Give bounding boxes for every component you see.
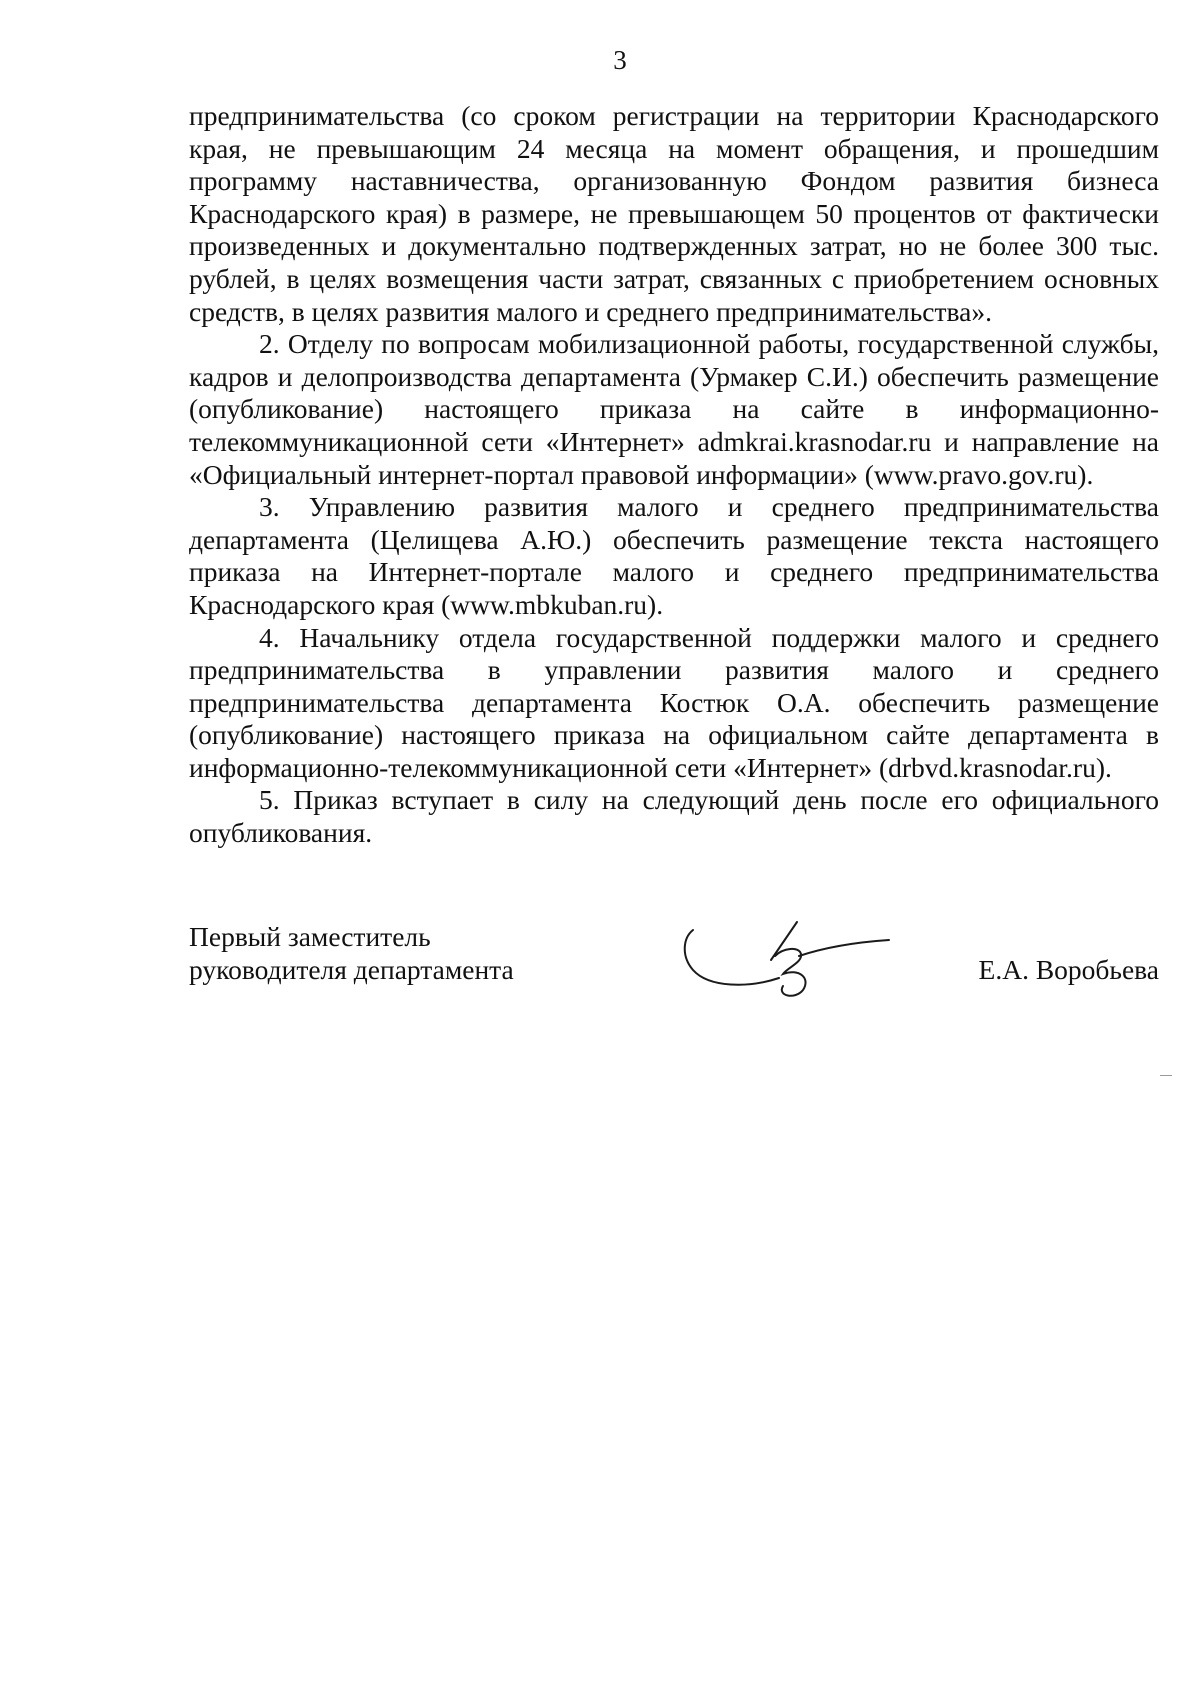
signer-title-line-2: руководителя департамента (189, 954, 514, 985)
scan-margin-mark (1160, 1075, 1172, 1076)
paragraph-continuation: предпринимательства (со сроком регистрации на территории Краснодарского края, не превышающим 24 месяца на момент обращения, и прошедшим программу наставничества, организованную Фондом развития бизнеса Краснодарского края) в размере, не превышающем 50 процентов от фактически произведенных и документально подтвержденных затрат, но не более 300 тыс. рублей, в целях возмещения части затрат, связанных с приобретением основных средств, в целях развития малого и среднего предпринимательства». (189, 100, 1159, 327)
signer-title (189, 920, 514, 986)
paragraph-item-3: 3. Управлению развития малого и среднего предпринимательства департамента (Целищева А.Ю.) обеспечить размещение текста настоящего приказа на Интернет-портале малого и среднего предпринимательства Краснодарского края (www.mbkuban.ru). (189, 491, 1159, 620)
paragraph-item-2: 2. Отделу по вопросам мобилизационной работы, государственной службы, кадров и делопроизводства департамента (Урмакер С.И.) обеспечить размещение (опубликование) настоящего приказа на сайте в информационно-телекоммуникационной сети «Интернет» admkrai.krasnodar.ru и направление на «Официальный интернет-портал правовой информации» (www.pravo.gov.ru). (189, 328, 1159, 490)
signer-title-line-1: Первый заместитель (189, 921, 431, 952)
page-number: 3 (613, 45, 627, 75)
paragraph-item-4: 4. Начальнику отдела государственной поддержки малого и среднего предпринимательства в управлении развития малого и среднего предпринимательства департамента Костюк О.А. обеспечить размещение (опубликование) настоящего приказа на официальном сайте департамента в информационно-телекоммуникационной сети «Интернет» (drbvd.krasnodar.ru). (189, 621, 1159, 783)
paragraph-item-5: 5. Приказ вступает в силу на следующий день после его официального опубликования. (189, 784, 1159, 849)
document-body (189, 100, 1159, 850)
handwritten-signature (679, 908, 909, 1008)
signature-block (189, 920, 1159, 1010)
signer-name: Е.А. Воробьева (978, 954, 1159, 985)
